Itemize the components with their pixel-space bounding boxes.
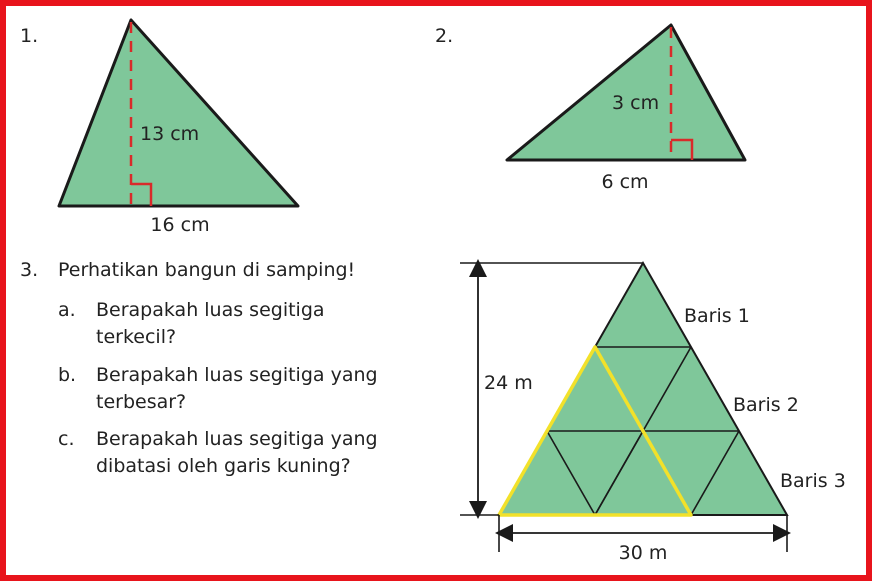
question-c-line-1: Berapakah luas segitiga yang	[96, 428, 378, 450]
triangle-1	[59, 20, 298, 206]
question-b	[58, 362, 448, 418]
row-label-3: Baris 3	[780, 470, 846, 492]
question-a-text	[96, 297, 436, 351]
question-a-label: a.	[58, 299, 76, 321]
question-b-text	[96, 362, 436, 416]
problem-1-figure	[59, 20, 298, 236]
question-c-text	[96, 426, 436, 480]
problem-3-figure	[460, 263, 846, 564]
base-label-1: 16 cm	[150, 214, 210, 236]
row-label-2: Baris 2	[733, 394, 799, 416]
question-b-line-1: Berapakah luas segitiga yang	[96, 364, 378, 386]
problem-number-3: 3.	[20, 259, 39, 281]
height-label-2: 3 cm	[612, 92, 660, 114]
question-a-line-1: Berapakah luas segitiga	[96, 299, 325, 321]
problem-number-2: 2.	[435, 25, 454, 47]
base-label-2: 6 cm	[601, 171, 649, 193]
question-c-label: c.	[58, 428, 75, 450]
height-label-1: 13 cm	[140, 123, 200, 145]
problem-3-question	[20, 257, 450, 284]
problem-number-1: 1.	[20, 25, 39, 47]
question-a-line-2: terkecil?	[96, 326, 177, 348]
question-b-line-2: terbesar?	[96, 391, 187, 413]
row-label-1: Baris 1	[684, 305, 750, 327]
problem-2-figure	[507, 25, 745, 193]
question-b-label: b.	[58, 364, 77, 386]
figure-base-label: 30 m	[618, 542, 668, 564]
question-c	[58, 426, 448, 482]
question-c-line-2: dibatasi oleh garis kuning?	[96, 455, 351, 477]
question-a	[58, 297, 448, 353]
big-triangle	[499, 263, 787, 515]
problem-3-prompt: Perhatikan bangun di samping!	[58, 259, 356, 281]
figure-height-label: 24 m	[484, 372, 533, 394]
